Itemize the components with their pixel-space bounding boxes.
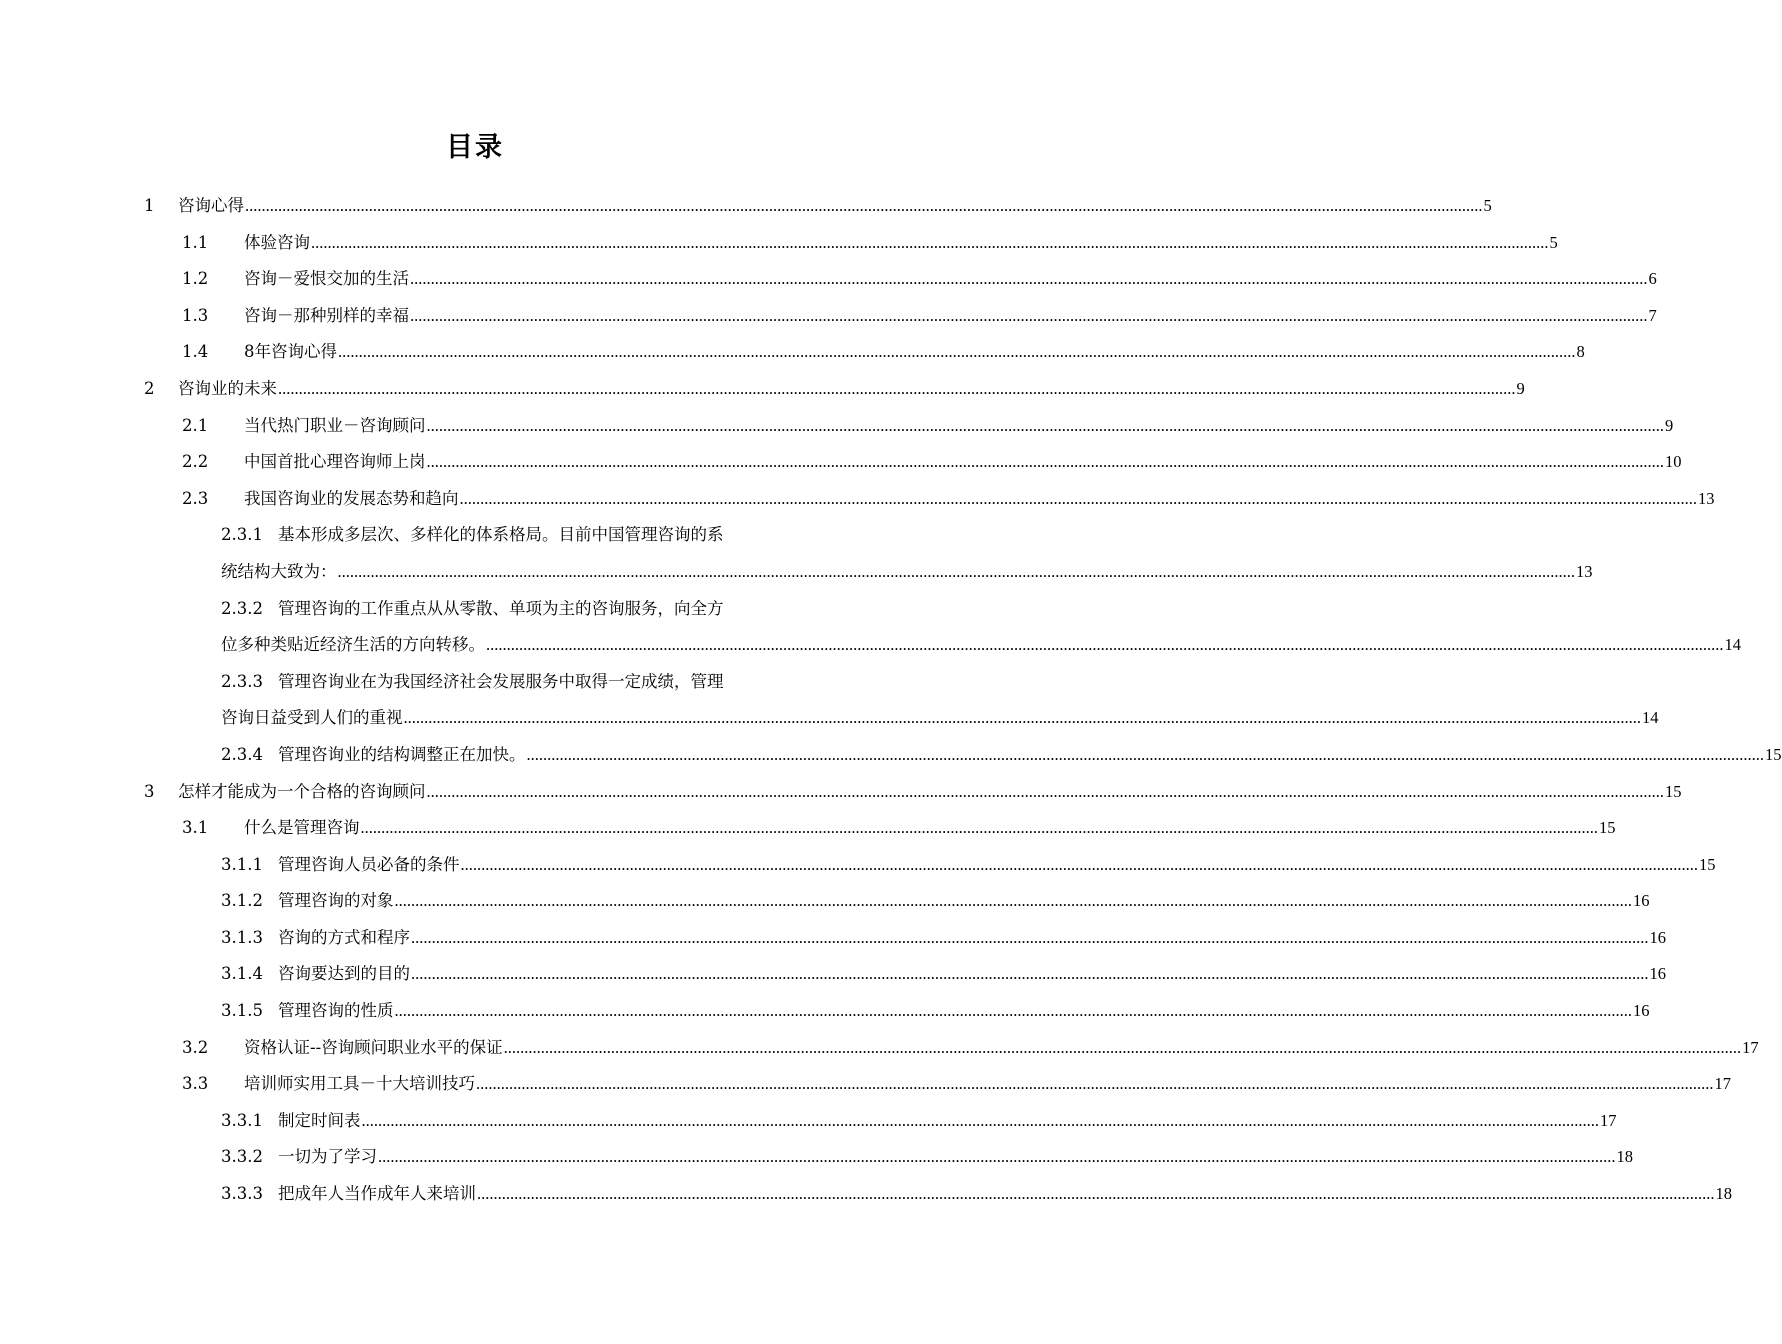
- toc-entry[interactable]: [0, 1139, 1633, 1176]
- dot-leader: ............................................................................................................................................................................................................................................................................................................: [338, 342, 1576, 362]
- toc-entry-number: 2: [144, 378, 155, 398]
- dot-leader: ............................................................................................................................................................................................................................................................................................................: [426, 415, 1664, 435]
- toc-entry-title-cont: 位多种类贴近经济生活的方向转移。: [221, 635, 485, 655]
- toc-entry-page: 7: [1648, 305, 1657, 325]
- toc-entry-number: 2.3: [182, 488, 209, 508]
- toc-entry-title: 8年咨询心得: [244, 342, 337, 362]
- toc-entry-page: 13: [1576, 561, 1593, 581]
- toc-entry[interactable]: [0, 664, 950, 701]
- toc-entry[interactable]: [0, 261, 1657, 298]
- toc-entry-page: 17: [1600, 1110, 1617, 1130]
- toc-entry[interactable]: [0, 225, 1558, 262]
- toc-entry-title: 咨询心得: [178, 196, 244, 215]
- dot-leader: ............................................................................................................................................................................................................................................................................................................: [410, 269, 1648, 289]
- toc-entry-number: 1: [144, 196, 155, 215]
- toc-entry-title: 资格认证--咨询顾问职业水平的保证: [244, 1037, 503, 1057]
- toc-entry-page: 14: [1642, 708, 1659, 728]
- dot-leader: ............................................................................................................................................................................................................................................................................................................: [245, 196, 1483, 215]
- toc-entry-title: 中国首批心理咨询师上岗: [244, 452, 426, 472]
- toc-entry[interactable]: [0, 334, 1585, 371]
- toc-entry-page: 10: [1665, 452, 1682, 472]
- toc-entry-title: 咨询业的未来: [178, 378, 277, 398]
- toc-entry[interactable]: [0, 920, 1666, 957]
- dot-leader: ............................................................................................................................................................................................................................................................................................................: [459, 488, 1697, 508]
- toc-entry-title: 把成年人当作成年人来培训: [278, 1184, 476, 1204]
- toc-entry-number: 3.1.4: [221, 964, 263, 984]
- toc-entry-title: 体验咨询: [244, 232, 310, 252]
- table-of-contents: [0, 188, 1782, 1213]
- toc-entry-title: 管理咨询的性质: [278, 1001, 394, 1021]
- dot-leader: ............................................................................................................................................................................................................................................................................................................: [378, 1147, 1616, 1167]
- toc-entry-page: 15: [1765, 744, 1782, 764]
- toc-entry-title: 我国咨询业的发展态势和趋向: [244, 488, 459, 508]
- toc-entry-page: 15: [1699, 854, 1716, 874]
- toc-entry-number: 2.2: [182, 452, 209, 472]
- toc-entry-page: 17: [1714, 1074, 1731, 1094]
- toc-entry[interactable]: [0, 883, 1650, 920]
- toc-title: 目录: [446, 132, 504, 163]
- toc-entry-page: 18: [1616, 1147, 1633, 1167]
- dot-leader: ............................................................................................................................................................................................................................................................................................................: [426, 781, 1664, 801]
- dot-leader: ............................................................................................................................................................................................................................................................................................................: [360, 818, 1598, 838]
- toc-entry-number: 3.1.5: [221, 1001, 263, 1021]
- dot-leader: ............................................................................................................................................................................................................................................................................................................: [460, 854, 1698, 874]
- toc-entry[interactable]: [0, 810, 1616, 847]
- toc-entry-number: 3.1.2: [221, 891, 263, 911]
- toc-entry-number: 3.3.3: [221, 1184, 263, 1204]
- toc-entry[interactable]: [0, 298, 1657, 335]
- dot-leader: ............................................................................................................................................................................................................................................................................................................: [411, 927, 1649, 947]
- toc-entry-number: 2.3.3: [221, 671, 263, 691]
- toc-entry-title: 管理咨询人员必备的条件: [278, 854, 460, 874]
- toc-entry[interactable]: [0, 956, 1666, 993]
- toc-entry-number: 3.3.2: [221, 1147, 263, 1167]
- toc-entry[interactable]: [0, 481, 1715, 518]
- dot-leader: ............................................................................................................................................................................................................................................................................................................: [403, 708, 1641, 728]
- dot-leader: ............................................................................................................................................................................................................................................................................................................: [503, 1037, 1742, 1057]
- toc-entry-number: 3.1.1: [221, 854, 263, 874]
- toc-entry-page: 5: [1549, 232, 1558, 252]
- toc-entry-page: 8: [1576, 342, 1585, 362]
- toc-entry[interactable]: [0, 774, 1682, 811]
- toc-entry[interactable]: [0, 1176, 1732, 1213]
- dot-leader: ............................................................................................................................................................................................................................................................................................................: [311, 232, 1549, 252]
- toc-entry-title: 培训师实用工具－十大培训技巧: [244, 1074, 475, 1094]
- toc-entry-number: 3.2: [182, 1037, 209, 1057]
- dot-leader: ............................................................................................................................................................................................................................................................................................................: [476, 1074, 1714, 1094]
- toc-entry-page: 15: [1599, 818, 1616, 838]
- toc-entry-number: 3.1.3: [221, 927, 263, 947]
- toc-entry-page: 16: [1649, 927, 1666, 947]
- dot-leader: ............................................................................................................................................................................................................................................................................................................: [394, 891, 1632, 911]
- toc-entry-number: 1.1: [182, 232, 209, 252]
- toc-entry-number: 2.3.4: [221, 744, 263, 764]
- toc-entry[interactable]: [0, 993, 1650, 1030]
- toc-entry-continuation[interactable]: [0, 700, 1659, 737]
- toc-entry-title: 什么是管理咨询: [244, 818, 360, 838]
- toc-entry[interactable]: [0, 444, 1682, 481]
- toc-entry[interactable]: [0, 1030, 1759, 1067]
- dot-leader: ............................................................................................................................................................................................................................................................................................................: [278, 378, 1516, 398]
- toc-entry[interactable]: [0, 1066, 1731, 1103]
- toc-entry-title: 咨询－爱恨交加的生活: [244, 269, 409, 289]
- toc-entry-title: 怎样才能成为一个合格的咨询顾问: [178, 781, 426, 801]
- dot-leader: ............................................................................................................................................................................................................................................................................................................: [477, 1184, 1715, 1204]
- toc-entry-page: 14: [1724, 635, 1741, 655]
- toc-entry-page: 13: [1698, 488, 1715, 508]
- toc-entry[interactable]: [0, 188, 1492, 225]
- toc-entry-number: 1.4: [182, 342, 209, 362]
- toc-entry-title: 管理咨询的工作重点从从零散、单项为主的咨询服务，向全方: [278, 598, 724, 618]
- toc-entry[interactable]: [0, 517, 950, 554]
- toc-entry-page: 9: [1665, 415, 1674, 435]
- toc-entry[interactable]: [0, 371, 1525, 408]
- toc-entry[interactable]: [0, 591, 950, 628]
- toc-entry-page: 15: [1665, 781, 1682, 801]
- dot-leader: ............................................................................................................................................................................................................................................................................................................: [337, 561, 1575, 581]
- toc-entry-number: 3: [144, 781, 155, 801]
- toc-entry-title: 咨询要达到的目的: [278, 964, 410, 984]
- toc-entry-title: 基本形成多层次、多样化的体系格局。目前中国管理咨询的系: [278, 525, 724, 545]
- dot-leader: ............................................................................................................................................................................................................................................................................................................: [426, 452, 1664, 472]
- toc-entry-number: 2.1: [182, 415, 209, 435]
- toc-entry-number: 3.3: [182, 1074, 209, 1094]
- toc-entry-number: 1.3: [182, 305, 209, 325]
- toc-entry-page: 16: [1649, 964, 1666, 984]
- toc-entry-title: 咨询的方式和程序: [278, 927, 410, 947]
- toc-entry-number: 2.3.1: [221, 525, 263, 545]
- toc-entry-title: 一切为了学习: [278, 1147, 377, 1167]
- toc-entry-title: 管理咨询业的结构调整正在加快。: [278, 744, 526, 764]
- toc-entry-page: 17: [1742, 1037, 1759, 1057]
- toc-entry-page: 16: [1633, 1001, 1650, 1021]
- toc-entry-number: 3.1: [182, 818, 209, 838]
- toc-entry[interactable]: [0, 847, 1716, 884]
- toc-entry-page: 6: [1648, 269, 1657, 289]
- dot-leader: ............................................................................................................................................................................................................................................................................................................: [410, 305, 1648, 325]
- toc-entry-page: 5: [1483, 196, 1492, 215]
- toc-entry-number: 3.3.1: [221, 1110, 263, 1130]
- toc-entry[interactable]: [0, 737, 1782, 774]
- toc-entry-title: 管理咨询业在为我国经济社会发展服务中取得一定成绩，管理: [278, 671, 724, 691]
- toc-entry[interactable]: [0, 1103, 1617, 1140]
- toc-entry-number: 1.2: [182, 269, 209, 289]
- toc-entry-title: 制定时间表: [278, 1110, 361, 1130]
- toc-entry[interactable]: [0, 408, 1674, 445]
- toc-entry-page: 18: [1715, 1184, 1732, 1204]
- dot-leader: ............................................................................................................................................................................................................................................................................................................: [361, 1110, 1599, 1130]
- dot-leader: ............................................................................................................................................................................................................................................................................................................: [526, 744, 1764, 764]
- dot-leader: ............................................................................................................................................................................................................................................................................................................: [411, 964, 1649, 984]
- toc-entry-title-cont: 咨询日益受到人们的重视: [221, 708, 403, 728]
- toc-entry-page: 9: [1516, 378, 1525, 398]
- toc-entry-continuation[interactable]: [0, 627, 1741, 664]
- dot-leader: ............................................................................................................................................................................................................................................................................................................: [394, 1001, 1632, 1021]
- toc-entry-title: 咨询－那种别样的幸福: [244, 305, 409, 325]
- toc-entry-title-cont: 统结构大致为：: [221, 561, 337, 581]
- toc-entry-number: 2.3.2: [221, 598, 263, 618]
- toc-entry-title: 管理咨询的对象: [278, 891, 394, 911]
- toc-entry-continuation[interactable]: [0, 554, 1593, 591]
- toc-entry-title: 当代热门职业－咨询顾问: [244, 415, 426, 435]
- toc-entry-page: 16: [1633, 891, 1650, 911]
- dot-leader: ............................................................................................................................................................................................................................................................................................................: [486, 635, 1724, 655]
